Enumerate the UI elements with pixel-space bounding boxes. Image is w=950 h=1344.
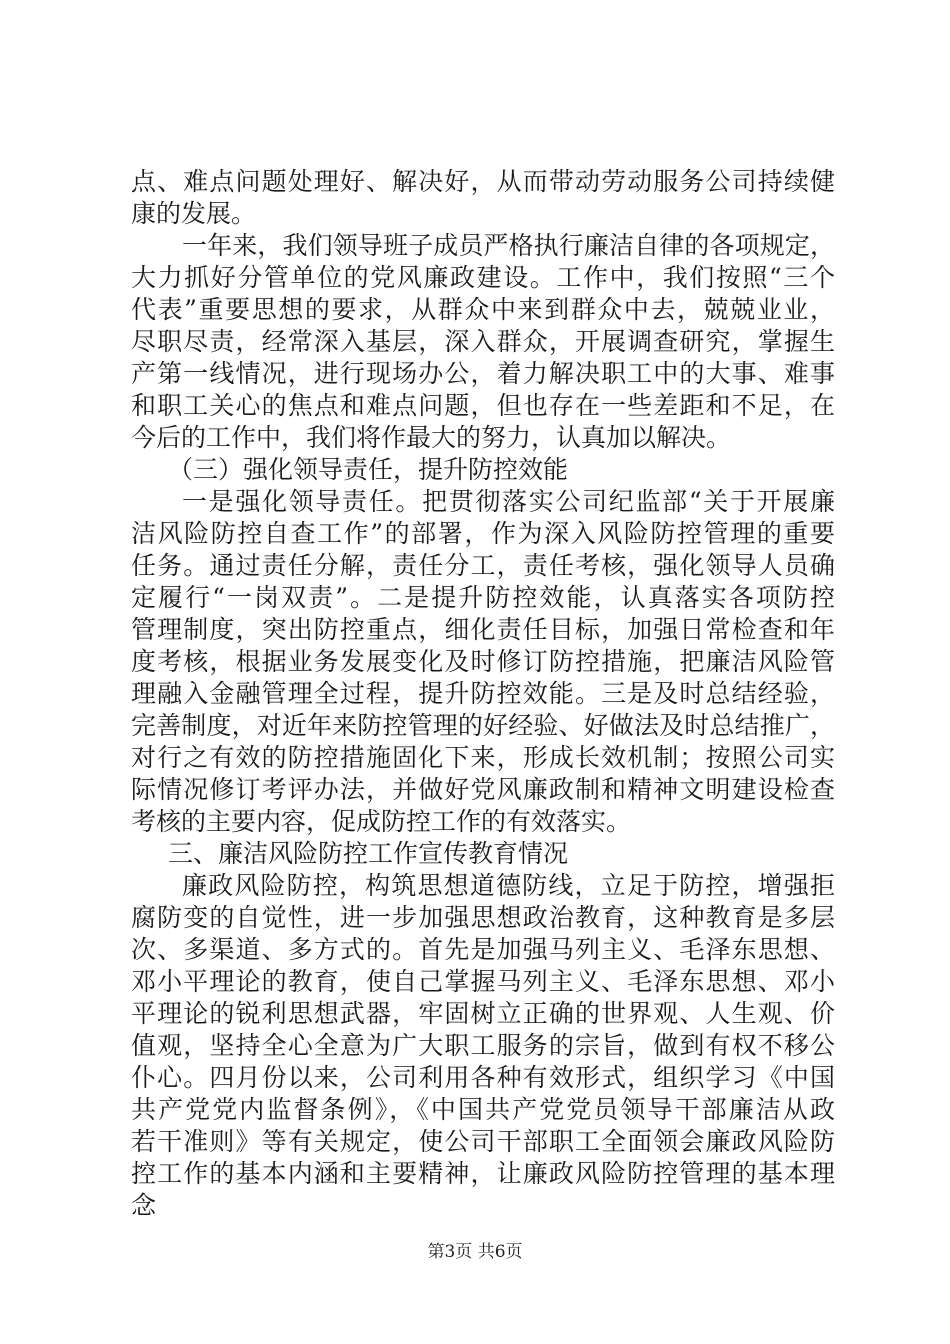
text-line: 控工作的基本内涵和主要精神，让廉政风险防控管理的基本理 bbox=[131, 1159, 835, 1188]
text-line: 任务。通过责任分解，责任分工，责任考核，强化领导人员确 bbox=[131, 551, 835, 580]
text-line: 仆心。四月份以来，公司利用各种有效形式，组织学习《中国 bbox=[131, 1063, 835, 1092]
text-line: 际情况修订考评办法，并做好党风廉政制和精神文明建设检查 bbox=[131, 775, 835, 804]
text-line: 度考核，根据业务发展变化及时修订防控措施，把廉洁风险管 bbox=[131, 647, 835, 676]
paragraph-first-line: 一年来，我们领导班子成员严格执行廉洁自律的各项规定， bbox=[182, 231, 835, 260]
text-line: 平理论的锐利思想武器，牢固树立正确的世界观、人生观、价 bbox=[131, 999, 835, 1028]
text-line: 定履行“一岗双责”。二是提升防控效能，认真落实各项防控 bbox=[131, 583, 835, 612]
page-number-footer: 第3页 共6页 bbox=[427, 1242, 523, 1262]
text-line: 今后的工作中，我们将作最大的努力，认真加以解决。 bbox=[131, 423, 732, 452]
text-line: 尽职尽责，经常深入基层，深入群众，开展调查研究，掌握生 bbox=[131, 327, 835, 356]
text-line: 康的发展。 bbox=[131, 199, 257, 228]
section-heading: （三）强化领导责任，提升防控效能 bbox=[168, 455, 569, 484]
section-heading: 三、廉洁风险防控工作宣传教育情况 bbox=[168, 839, 569, 868]
text-line: 大力抓好分管单位的党风廉政建设。工作中，我们按照“三个 bbox=[131, 263, 835, 292]
text-line: 产第一线情况，进行现场办公，着力解决职工中的大事、难事 bbox=[131, 359, 835, 388]
text-line: 理融入金融管理全过程，提升防控效能。三是及时总结经验， bbox=[131, 679, 835, 708]
text-line: 点、难点问题处理好、解决好，从而带动劳动服务公司持续健 bbox=[131, 167, 835, 196]
text-line: 若干准则》等有关规定，使公司干部职工全面领会廉政风险防 bbox=[131, 1127, 835, 1156]
text-line: 对行之有效的防控措施固化下来，形成长效机制；按照公司实 bbox=[131, 743, 835, 772]
text-line: 邓小平理论的教育，使自己掌握马列主义、毛泽东思想、邓小 bbox=[131, 967, 835, 996]
text-line: 值观，坚持全心全意为广大职工服务的宗旨，做到有权不移公 bbox=[131, 1031, 835, 1060]
paragraph-first-line: 廉政风险防控，构筑思想道德防线，立足于防控，增强拒 bbox=[182, 871, 835, 900]
text-line: 共产党党内监督条例》，《中国共产党党员领导干部廉洁从政 bbox=[131, 1095, 835, 1124]
document-body bbox=[131, 166, 835, 1222]
text-line: 次、多渠道、多方式的。首先是加强马列主义、毛泽东思想、 bbox=[131, 935, 835, 964]
text-line: 洁风险防控自查工作”的部署，作为深入风险防控管理的重要 bbox=[131, 519, 835, 548]
text-line: 代表”重要思想的要求，从群众中来到群众中去，兢兢业业， bbox=[131, 295, 835, 324]
text-line: 管理制度，突出防控重点，细化责任目标，加强日常检查和年 bbox=[131, 615, 835, 644]
text-line: 念 bbox=[131, 1191, 157, 1220]
text-line: 和职工关心的焦点和难点问题，但也存在一些差距和不足，在 bbox=[131, 391, 835, 420]
text-line: 考核的主要内容，促成防控工作的有效落实。 bbox=[131, 807, 632, 836]
text-line: 腐防变的自觉性，进一步加强思想政治教育，这种教育是多层 bbox=[131, 903, 835, 932]
text-line: 完善制度，对近年来防控管理的好经验、好做法及时总结推广， bbox=[131, 711, 835, 740]
paragraph-first-line: 一是强化领导责任。把贯彻落实公司纪监部“关于开展廉 bbox=[182, 487, 835, 516]
